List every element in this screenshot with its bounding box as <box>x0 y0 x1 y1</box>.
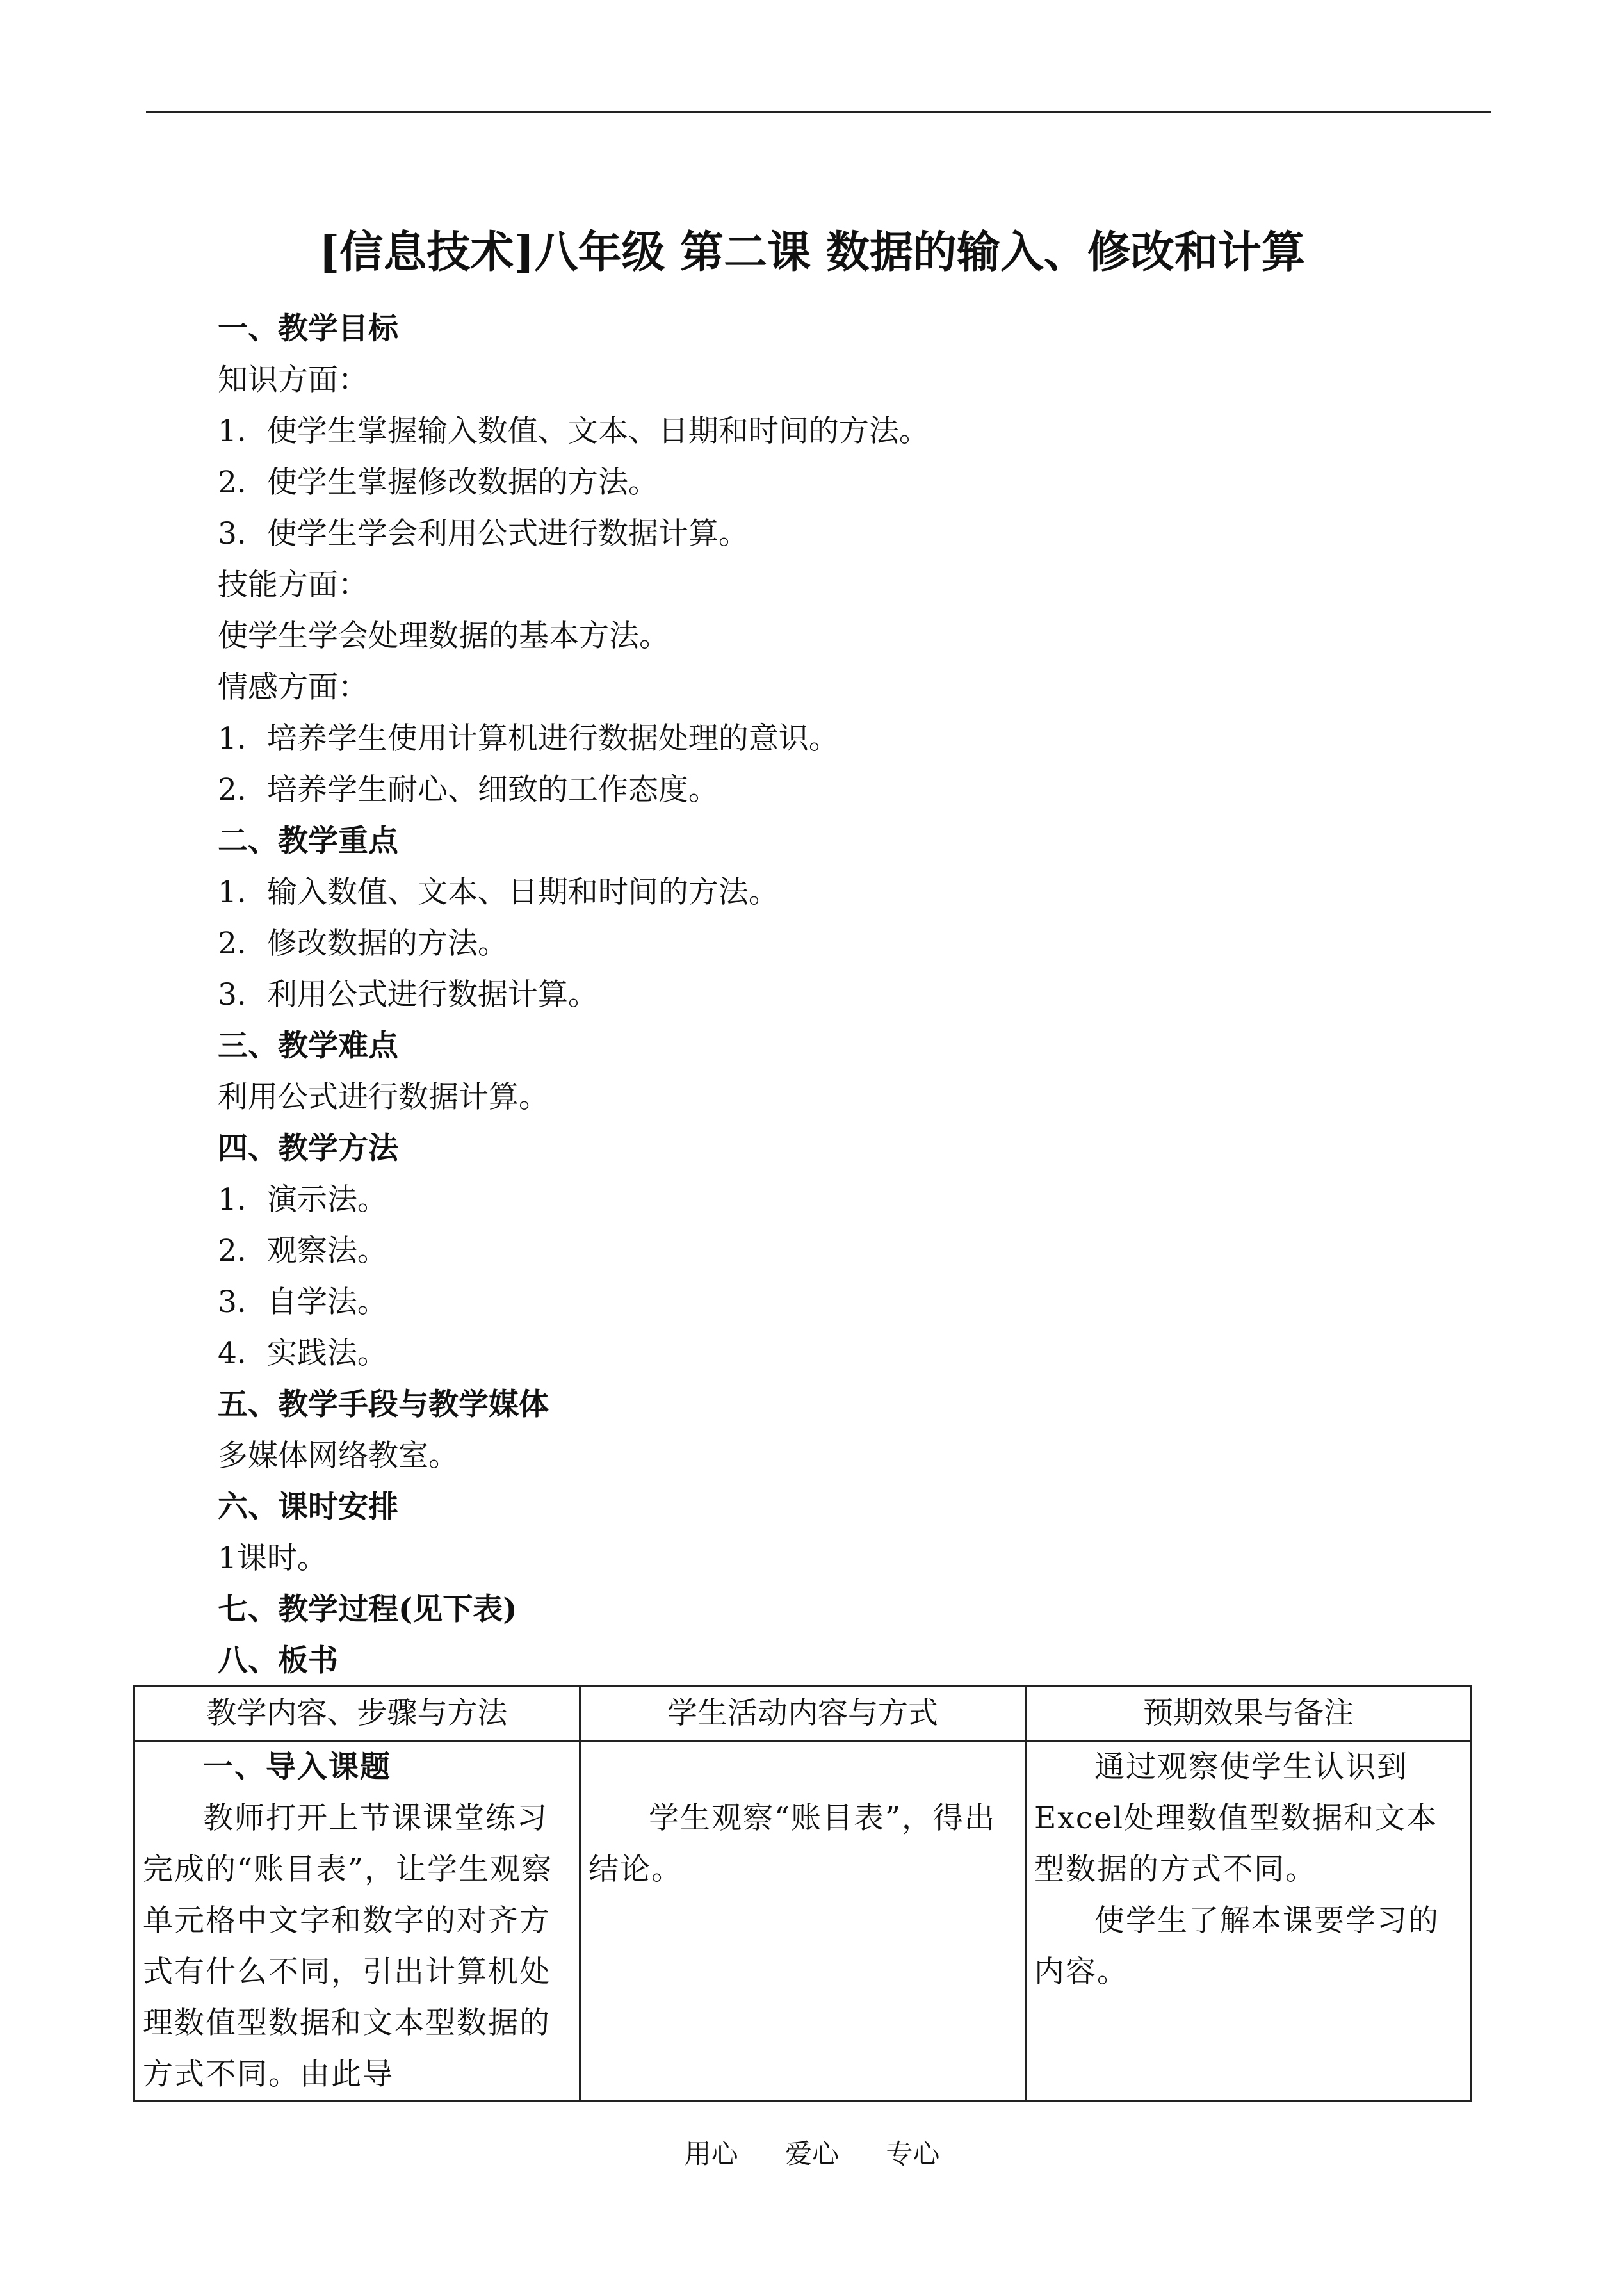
section-heading: 三、教学难点 <box>218 1028 398 1064</box>
body-line: 2．观察法。 <box>218 1233 387 1269</box>
body-line: 技能方面： <box>218 567 368 603</box>
body-line: 1．输入数值、文本、日期和时间的方法。 <box>218 875 779 910</box>
cell-text: 学生观察“账目表”，得出结论。 <box>589 1801 996 1887</box>
body-line: 3．使学生学会利用公式进行数据计算。 <box>218 516 749 551</box>
section-heading: 六、课时安排 <box>218 1489 398 1525</box>
table-header-row <box>134 1687 1472 1741</box>
table-row <box>134 1741 1472 2102</box>
section-heading: 二、教学重点 <box>218 823 398 859</box>
table-cell-effect <box>1026 1741 1472 2102</box>
header-rule <box>146 111 1491 113</box>
body-line: 情感方面： <box>218 670 368 705</box>
body-line: 1．使学生掌握输入数值、文本、日期和时间的方法。 <box>218 414 929 449</box>
body-line: 3．自学法。 <box>218 1285 387 1320</box>
body-line: 3．利用公式进行数据计算。 <box>218 977 598 1012</box>
body-line: 2．培养学生耐心、细致的工作态度。 <box>218 772 719 807</box>
body-line: 1．演示法。 <box>218 1182 387 1217</box>
body-line: 多媒体网络教室。 <box>218 1438 459 1473</box>
document-body <box>218 304 1466 1687</box>
table-header-effect: 预期效果与备注 <box>1026 1687 1472 1741</box>
body-line: 知识方面： <box>218 362 368 398</box>
section-heading: 八、板书 <box>218 1643 338 1678</box>
page-footer: 用心 爱心 专心 <box>684 2138 940 2169</box>
body-line: 利用公式进行数据计算。 <box>218 1080 549 1115</box>
body-line: 4．实践法。 <box>218 1336 387 1371</box>
body-line: 1课时。 <box>218 1541 327 1576</box>
teaching-process-table <box>133 1685 1472 2102</box>
section-heading: 一、教学目标 <box>218 311 398 346</box>
section-heading: 七、教学过程(见下表) <box>218 1592 517 1627</box>
cell-text: 使学生了解本课要学习的内容。 <box>1034 1903 1440 1990</box>
body-line: 2．修改数据的方法。 <box>218 926 508 961</box>
cell-text: 教师打开上节课课堂练习完成的“账目表”，让学生观察单元格中文字和数字的对齐方式有什么不同，引出计算机处理数值型数据和文本型数据的方式不同。由此导 <box>143 1801 553 2092</box>
cell-heading: 一、导入课题 <box>203 1749 391 1785</box>
table-header-activity: 学生活动内容与方式 <box>580 1687 1026 1741</box>
body-line: 1．培养学生使用计算机进行数据处理的意识。 <box>218 721 839 756</box>
cell-text: 通过观察使学生认识到Excel处理数值型数据和文本型数据的方式不同。 <box>1034 1749 1438 1887</box>
section-heading: 五、教学手段与教学媒体 <box>218 1387 549 1422</box>
body-line: 2．使学生掌握修改数据的方法。 <box>218 465 658 500</box>
document-title: [信息技术]八年级 第二课 数据的输入、修改和计算 <box>319 227 1305 278</box>
table-cell-content <box>134 1741 580 2102</box>
section-heading: 四、教学方法 <box>218 1131 398 1166</box>
table-cell-activity <box>580 1741 1026 2102</box>
cell-spacer <box>589 1742 1017 1793</box>
body-line: 使学生学会处理数据的基本方法。 <box>218 619 669 654</box>
table-header-content: 教学内容、步骤与方法 <box>134 1687 580 1741</box>
